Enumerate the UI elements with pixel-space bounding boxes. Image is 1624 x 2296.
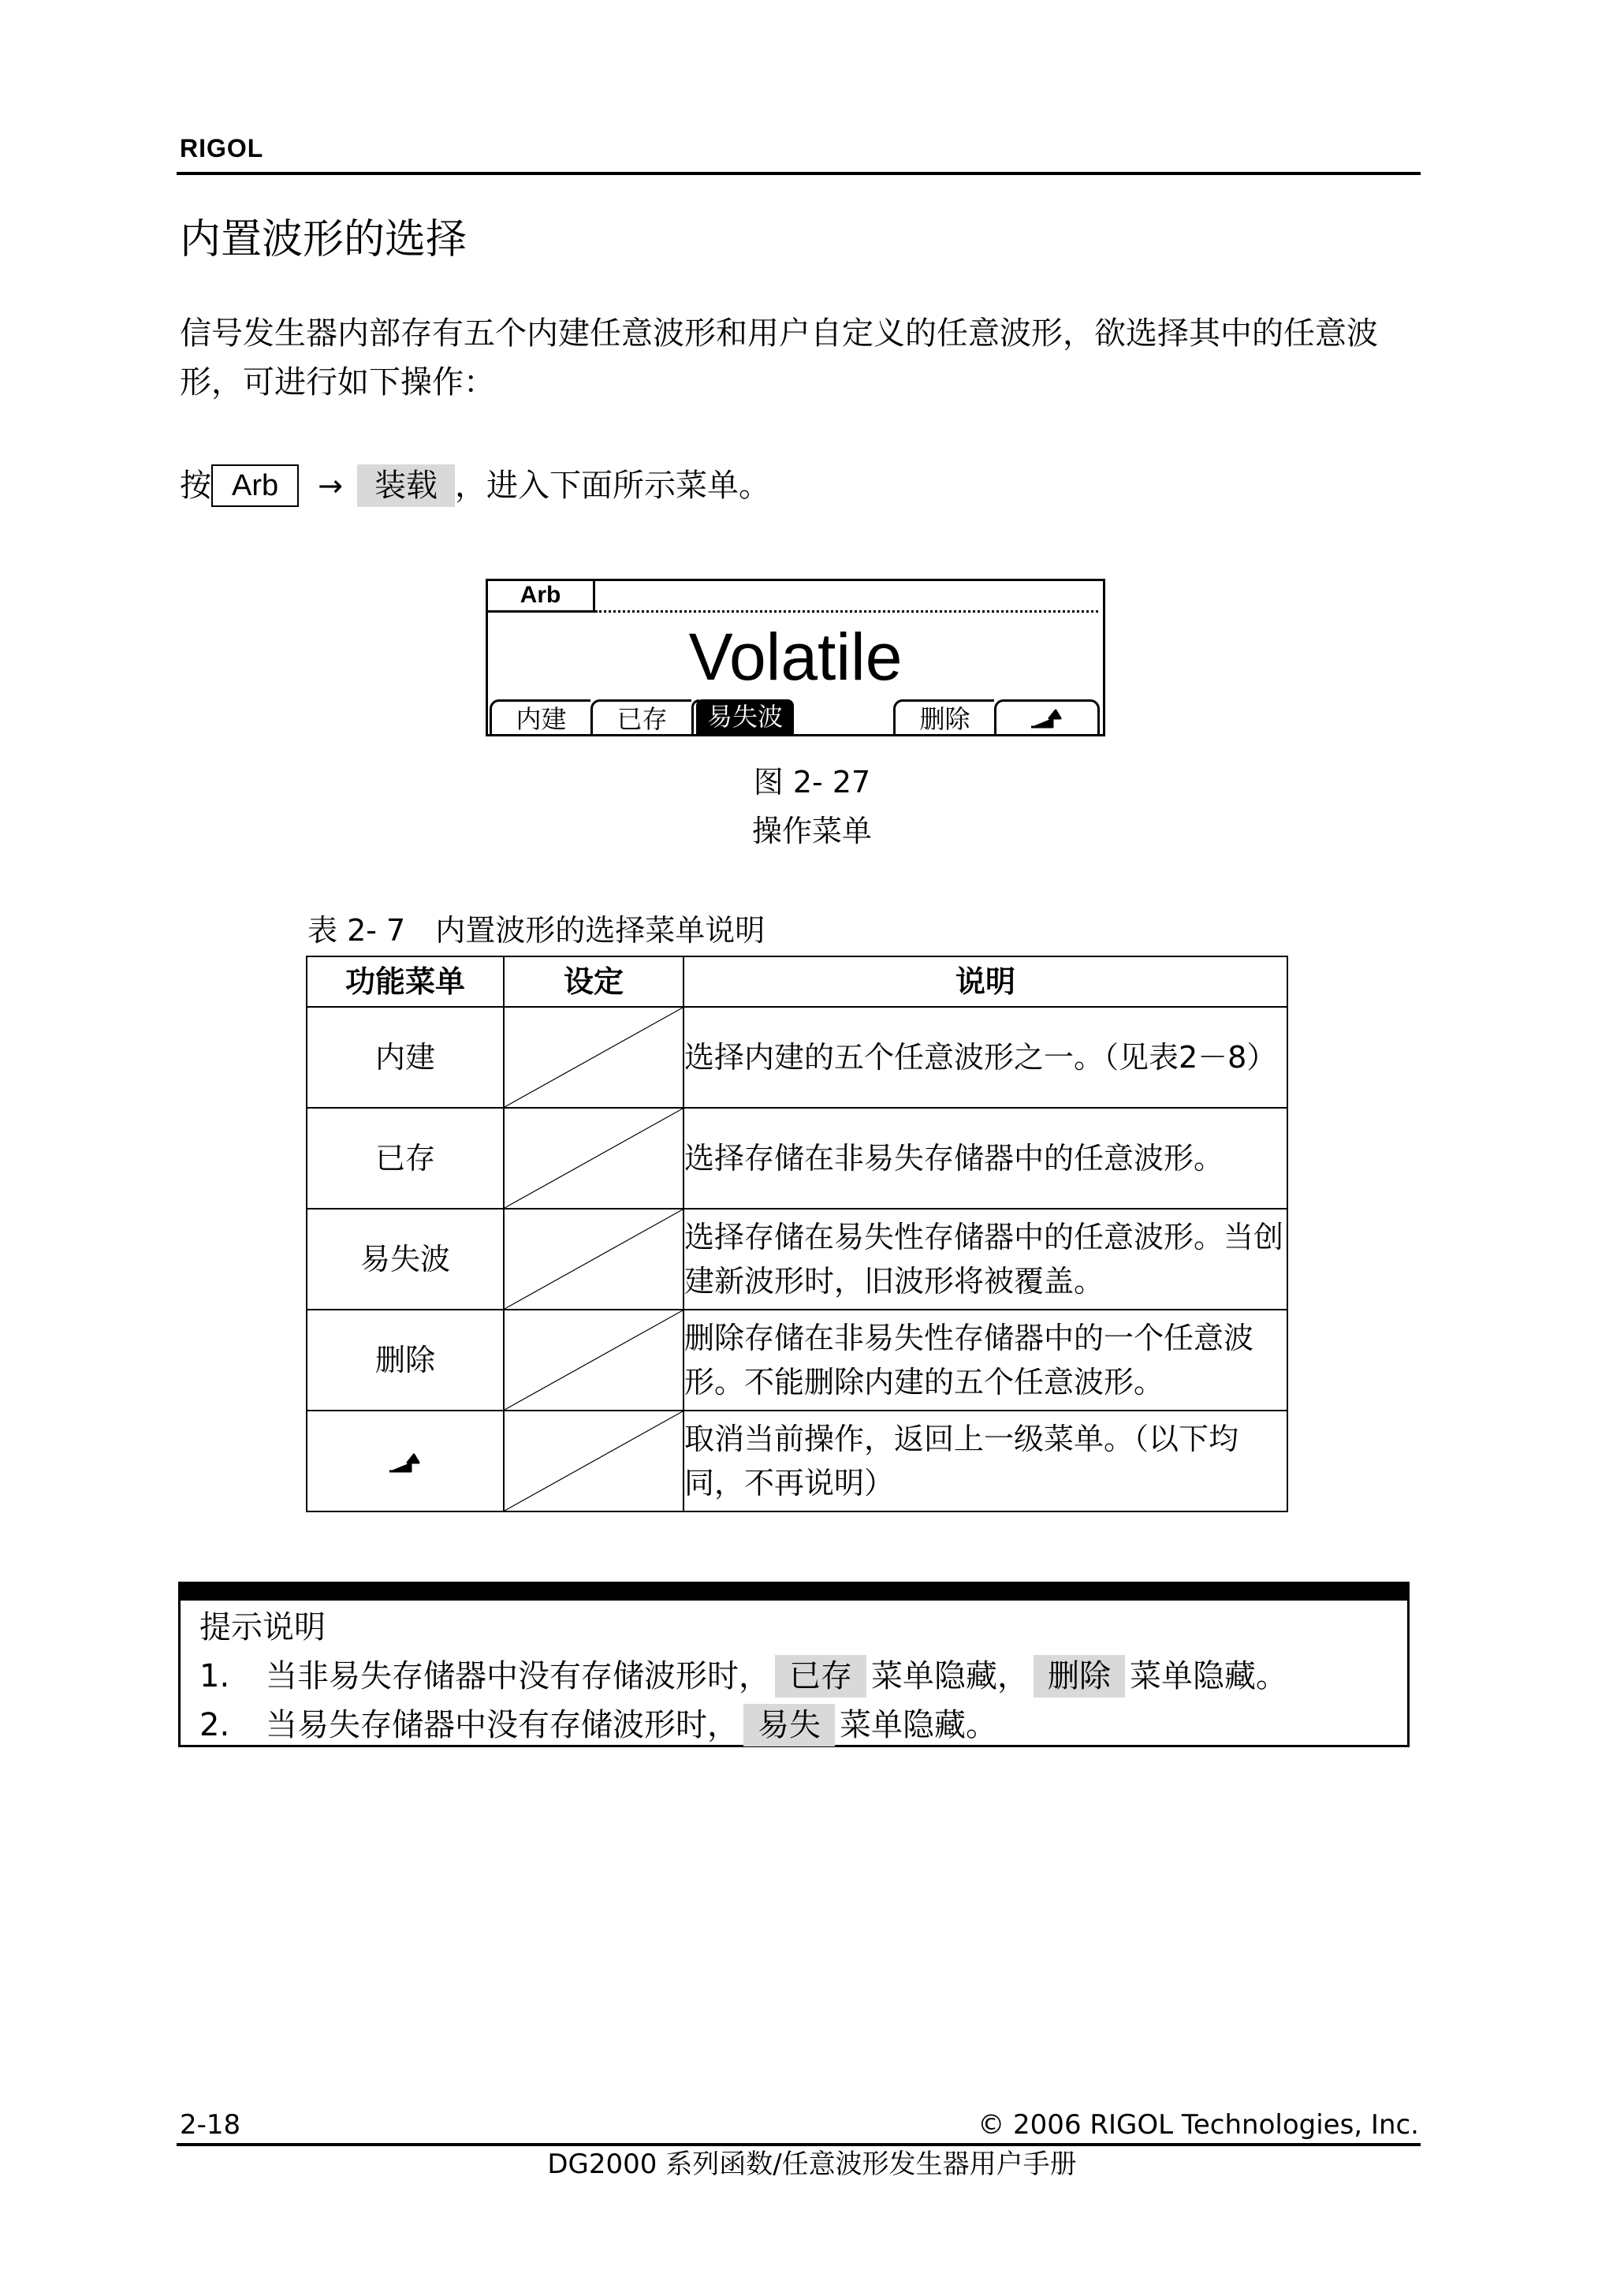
volatile-softkey: 易失 xyxy=(743,1704,835,1746)
header-setting: 设定 xyxy=(504,956,683,1007)
tip-item-number: 1. xyxy=(199,1658,230,1694)
tip-text: 当非易失存储器中没有存储波形时， xyxy=(266,1658,770,1694)
row-function: 删除 xyxy=(307,1310,504,1411)
manual-title: DG2000 系列函数/任意波形发生器用户手册 xyxy=(547,2149,1077,2180)
instruction-line xyxy=(180,460,770,509)
page-number: 2-18 xyxy=(180,2109,241,2141)
row-setting-empty xyxy=(504,1411,683,1511)
delete-softkey: 删除 xyxy=(1034,1655,1125,1698)
return-arrow-icon xyxy=(387,1452,423,1474)
section-title: 内置波形的选择 xyxy=(180,216,467,263)
header-rule xyxy=(177,172,1421,175)
row-function: 内建 xyxy=(307,1007,504,1108)
row-description: 取消当前操作，返回上一级菜单。（以下均同，不再说明） xyxy=(683,1411,1287,1511)
tip-text: 菜单隐藏。 xyxy=(840,1707,997,1743)
row-function-back xyxy=(307,1411,504,1511)
load-softkey: 装载 xyxy=(357,464,455,507)
lcd-menu-back[interactable] xyxy=(994,699,1100,734)
right-arrow-icon: → xyxy=(318,468,343,503)
table-row xyxy=(307,1108,1287,1209)
tip-text: 菜单隐藏。 xyxy=(1130,1658,1287,1694)
row-description: 删除存储在非易失性存储器中的一个任意波形。不能删除内建的五个任意波形。 xyxy=(683,1310,1287,1411)
tip-title: 提示说明 xyxy=(199,1609,326,1646)
figure-caption: 操作菜单 xyxy=(751,814,872,848)
table-header-row xyxy=(307,956,1287,1007)
tip-text: 菜单隐藏， xyxy=(871,1658,1029,1694)
table-row xyxy=(307,1310,1287,1411)
arb-key: Arb xyxy=(211,464,299,507)
row-setting-empty xyxy=(504,1108,683,1209)
lcd-mode-tab: Arb xyxy=(488,581,595,613)
intro-paragraph: 信号发生器内部存有五个内建任意波形和用户自定义的任意波形，欲选择其中的任意波形，可进行如下操作： xyxy=(180,315,1378,401)
tip-box xyxy=(178,1582,1410,1747)
row-function: 易失波 xyxy=(307,1209,504,1310)
header-function: 功能菜单 xyxy=(307,956,504,1007)
table-row xyxy=(307,1007,1287,1108)
lcd-menu-stored[interactable]: 已存 xyxy=(590,699,691,734)
row-description: 选择内建的五个任意波形之一。（见表2－8） xyxy=(683,1007,1287,1108)
lcd-menu-bar xyxy=(488,699,1103,734)
copyright: © 2006 RIGOL Technologies, Inc. xyxy=(978,2109,1419,2141)
row-setting-empty xyxy=(504,1007,683,1108)
lcd-main-text: Volatile xyxy=(688,620,903,694)
tip-item-2 xyxy=(199,1700,997,1749)
lcd-menu-delete[interactable]: 删除 xyxy=(893,699,994,734)
lcd-screen xyxy=(486,579,1105,736)
table-row xyxy=(307,1411,1287,1511)
tip-text: 当易失存储器中没有存储波形时， xyxy=(266,1707,739,1743)
instruction-suffix: ，进入下面所示菜单。 xyxy=(454,468,770,504)
return-arrow-icon xyxy=(1029,708,1065,730)
lcd-menu-builtin[interactable]: 内建 xyxy=(490,699,590,734)
instruction-prefix: 按 xyxy=(180,468,211,504)
row-setting-empty xyxy=(504,1209,683,1310)
brand-logo: RIGOL xyxy=(180,134,264,162)
header-description: 说明 xyxy=(683,956,1287,1007)
menu-description-table xyxy=(306,956,1288,1512)
tip-item-number: 2. xyxy=(199,1707,230,1743)
row-setting-empty xyxy=(504,1310,683,1411)
row-description: 选择存储在易失性存储器中的任意波形。当创建新波形时，旧波形将被覆盖。 xyxy=(683,1209,1287,1310)
stored-softkey: 已存 xyxy=(775,1655,866,1698)
table-caption: 表 2- 7 内置波形的选择菜单说明 xyxy=(307,913,765,948)
row-function: 已存 xyxy=(307,1108,504,1209)
table-row xyxy=(307,1209,1287,1310)
lcd-menu-volatile[interactable]: 易失波 xyxy=(696,699,794,734)
row-description: 选择存储在非易失存储器中的任意波形。 xyxy=(683,1108,1287,1209)
tip-item-1 xyxy=(199,1651,1287,1700)
figure-number: 图 2- 27 xyxy=(753,765,871,800)
